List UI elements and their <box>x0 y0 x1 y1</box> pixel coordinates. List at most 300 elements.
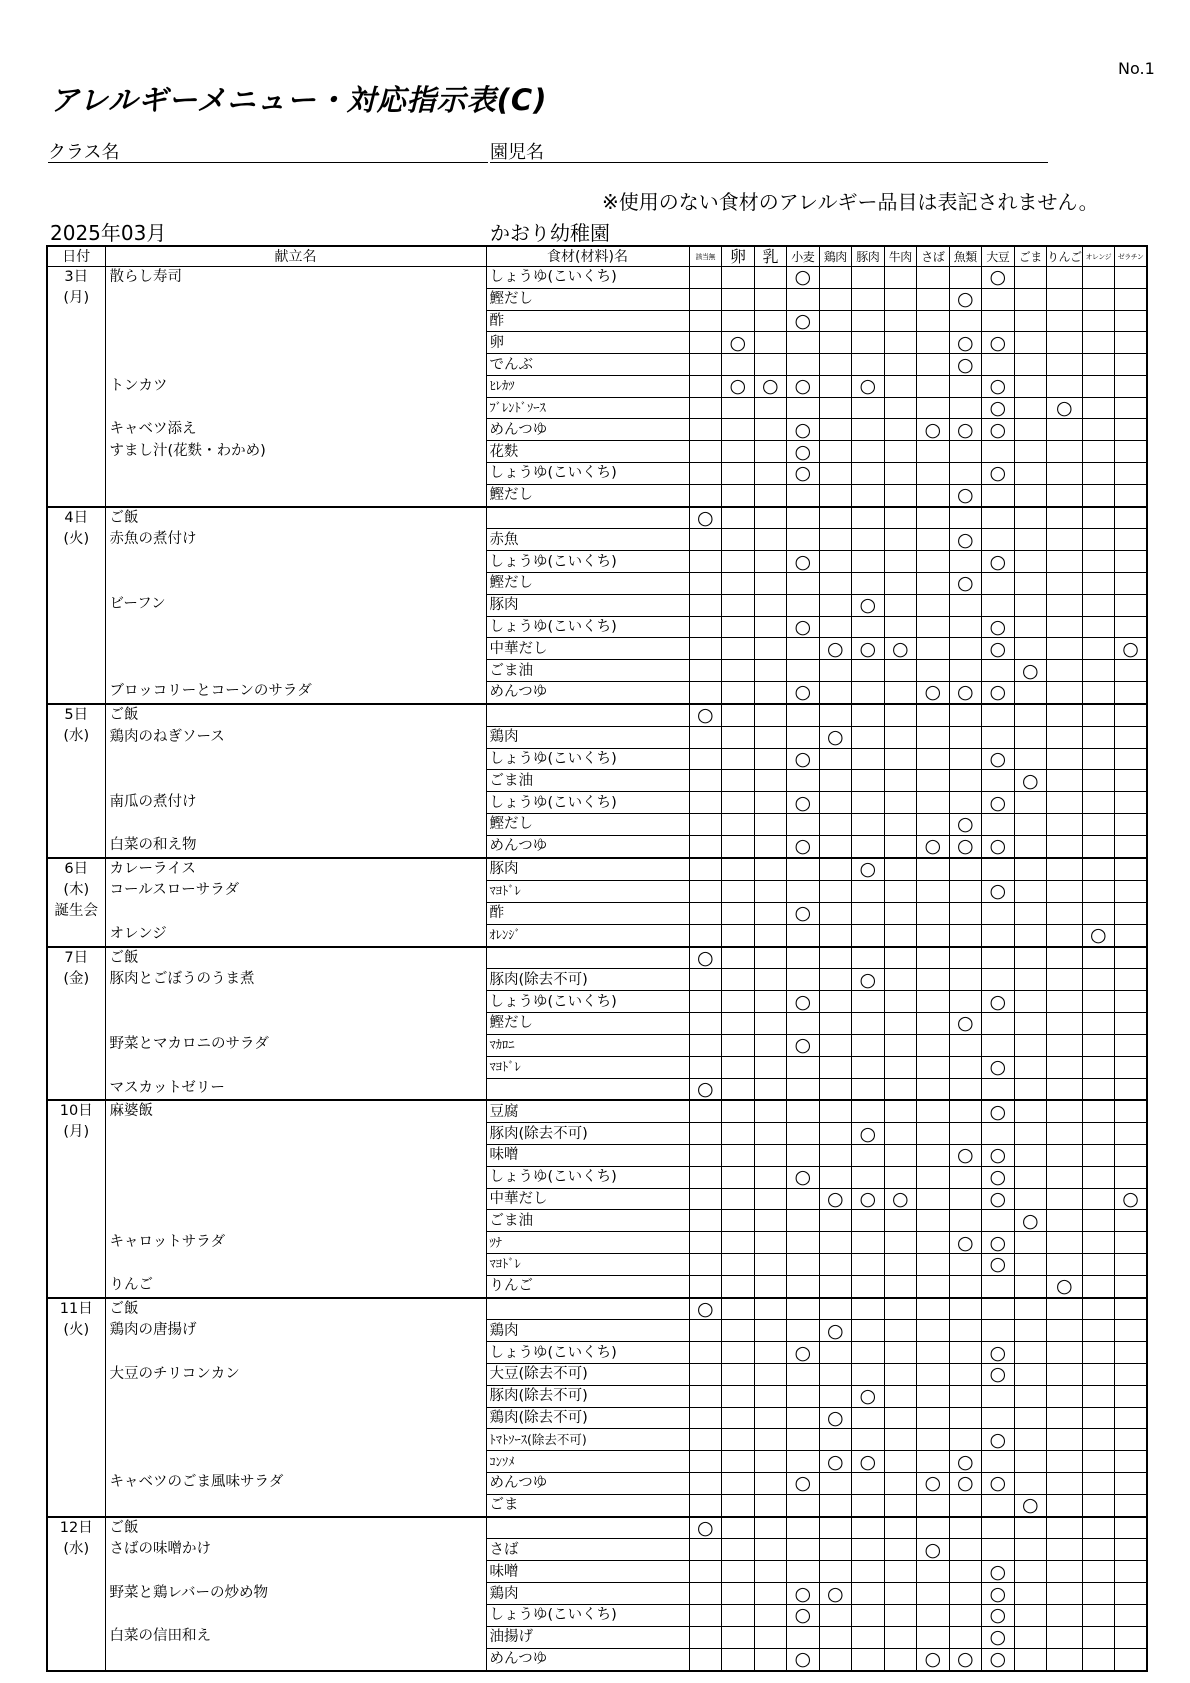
allergen-cell <box>917 1275 950 1297</box>
day-date: 4日 <box>64 509 89 526</box>
allergen-mark: ○ <box>956 528 974 551</box>
allergen-cell <box>852 1078 885 1100</box>
allergen-cell <box>917 991 950 1013</box>
allergen-cell <box>722 551 755 573</box>
allergen-mark: ○ <box>956 1648 974 1671</box>
allergen-cell <box>787 1210 820 1232</box>
allergen-cell <box>852 1100 885 1122</box>
allergen-cell <box>1014 947 1047 969</box>
allergen-cell <box>852 507 885 529</box>
allergen-cell <box>1014 792 1047 814</box>
allergen-cell <box>1047 1517 1083 1539</box>
allergen-cell <box>754 969 787 991</box>
ingredient-cell <box>486 704 689 726</box>
allergen-cell <box>787 1626 820 1648</box>
allergen-cell <box>1115 1188 1148 1210</box>
allergen-cell <box>949 969 982 991</box>
allergen-cell <box>689 551 722 573</box>
menu-name-text: 豚肉とごぼうのうま煮 <box>109 971 255 988</box>
allergen-cell <box>689 375 722 397</box>
allergen-cell <box>819 1013 852 1035</box>
allergen-cell <box>1014 529 1047 551</box>
menu-name-text: 鶏肉の唐揚げ <box>109 1322 197 1339</box>
allergen-mark: ○ <box>989 266 1007 289</box>
allergen-cell <box>1014 441 1047 463</box>
menu-name <box>110 835 486 857</box>
allergen-cell <box>884 924 917 946</box>
allergen-cell <box>949 1451 982 1473</box>
allergen-cell <box>1115 638 1148 660</box>
menu-name <box>110 441 486 506</box>
allergen-cell <box>787 507 820 529</box>
allergen-cell <box>819 288 852 310</box>
allergen-cell <box>819 682 852 704</box>
allergen-cell <box>982 858 1015 880</box>
allergen-cell <box>852 1342 885 1364</box>
menu-name <box>110 705 486 727</box>
allergen-cell <box>819 1604 852 1626</box>
menu-name-text: ブロッコリーとコーンのサラダ <box>109 683 312 700</box>
allergen-cell <box>1082 1056 1115 1078</box>
ingredient-cell: 花麩 <box>486 441 689 463</box>
ingredient-cell: 味噌 <box>486 1561 689 1583</box>
allergen-cell <box>917 682 950 704</box>
ingredient-cell: 酢 <box>486 902 689 924</box>
ingredient-cell: 赤魚 <box>486 529 689 551</box>
allergen-cell <box>722 858 755 880</box>
allergen-cell <box>754 419 787 441</box>
allergen-cell <box>689 1429 722 1451</box>
allergen-cell <box>1115 1429 1148 1451</box>
allergen-cell <box>1115 770 1148 792</box>
allergen-cell <box>982 704 1015 726</box>
allergen-cell <box>1115 397 1148 419</box>
header-day: 日付 <box>47 246 105 267</box>
allergen-cell <box>982 594 1015 616</box>
allergen-cell <box>884 1320 917 1342</box>
allergen-cell <box>917 463 950 485</box>
allergen-cell <box>819 1056 852 1078</box>
day-cell <box>47 267 105 507</box>
allergen-cell <box>884 1100 917 1122</box>
allergen-cell <box>884 310 917 332</box>
allergen-cell <box>1082 594 1115 616</box>
allergen-cell <box>949 1275 982 1297</box>
allergen-cell <box>689 1298 722 1320</box>
allergen-cell <box>1082 947 1115 969</box>
allergen-cell <box>949 704 982 726</box>
allergen-cell <box>787 594 820 616</box>
allergen-cell <box>1047 573 1083 595</box>
allergen-cell <box>754 1494 787 1516</box>
allergen-cell <box>754 616 787 638</box>
allergen-cell <box>982 1254 1015 1276</box>
allergen-cell <box>982 1648 1015 1670</box>
allergen-cell <box>982 1275 1015 1297</box>
document-title: アレルギーメニュー・対応指示表(C) <box>50 83 548 117</box>
allergen-cell <box>917 529 950 551</box>
allergen-cell <box>852 484 885 506</box>
allergen-cell <box>722 902 755 924</box>
allergen-mark: ○ <box>794 550 812 573</box>
allergen-cell <box>852 1472 885 1494</box>
allergen-cell <box>787 310 820 332</box>
allergen-cell <box>722 594 755 616</box>
allergen-cell <box>852 991 885 1013</box>
allergen-cell <box>722 1298 755 1320</box>
allergen-cell <box>884 573 917 595</box>
allergen-cell <box>982 354 1015 376</box>
allergen-cell <box>787 1188 820 1210</box>
ingredient-cell: ﾋﾚｶﾂ <box>486 375 689 397</box>
allergen-cell <box>949 463 982 485</box>
allergen-cell <box>1115 1056 1148 1078</box>
day-cell <box>47 947 105 1101</box>
table-header-row <box>47 246 1147 267</box>
allergen-cell <box>689 1078 722 1100</box>
allergen-cell <box>787 354 820 376</box>
ingredient-cell: ﾏﾖﾄﾞﾚ <box>486 880 689 902</box>
allergen-cell <box>689 397 722 419</box>
allergen-cell <box>852 1166 885 1188</box>
allergen-cell <box>1014 1100 1047 1122</box>
allergen-mark: ○ <box>989 1253 1007 1276</box>
allergen-cell <box>1082 1494 1115 1516</box>
allergen-cell <box>1047 594 1083 616</box>
allergen-cell <box>1014 1517 1047 1539</box>
allergen-cell <box>982 1472 1015 1494</box>
allergen-cell <box>819 1583 852 1605</box>
allergen-cell <box>852 354 885 376</box>
allergen-cell <box>722 1210 755 1232</box>
allergen-header: りんご <box>1047 246 1083 267</box>
allergen-cell <box>787 947 820 969</box>
month-label: 2025年03月 <box>50 221 167 245</box>
allergen-cell <box>754 375 787 397</box>
allergen-cell <box>689 858 722 880</box>
allergen-cell <box>949 507 982 529</box>
ingredient-cell: 中華だし <box>486 638 689 660</box>
allergen-mark: ○ <box>989 637 1007 660</box>
allergen-cell <box>917 354 950 376</box>
day-weekday: (木) <box>63 881 90 898</box>
allergen-cell <box>754 1210 787 1232</box>
allergen-mark: ○ <box>1021 659 1039 682</box>
allergen-cell <box>1082 704 1115 726</box>
allergen-cell <box>1115 1648 1148 1670</box>
allergen-header: 該当無 <box>689 246 722 267</box>
allergen-mark: ○ <box>989 616 1007 638</box>
allergen-cell <box>689 288 722 310</box>
allergen-mark: ○ <box>989 1428 1007 1451</box>
ingredient-cell: しょうゆ(こいくち) <box>486 1166 689 1188</box>
allergen-cell <box>1115 969 1148 991</box>
allergen-cell <box>1014 267 1047 289</box>
allergen-cell <box>689 1100 722 1122</box>
allergen-cell <box>787 880 820 902</box>
allergen-cell <box>1082 1210 1115 1232</box>
note-text: ※使用のない食材のアレルギー品目は表記されません。 <box>602 190 1099 214</box>
allergen-cell <box>1082 1145 1115 1167</box>
allergen-cell <box>1115 1342 1148 1364</box>
allergen-cell <box>787 419 820 441</box>
allergen-cell <box>917 1298 950 1320</box>
allergen-cell <box>722 1429 755 1451</box>
allergen-mark: ○ <box>859 1188 877 1210</box>
allergen-cell <box>917 660 950 682</box>
allergen-cell <box>1082 814 1115 836</box>
header-menu: 献立名 <box>105 246 486 267</box>
allergen-mark: ○ <box>924 835 942 858</box>
allergen-cell <box>884 397 917 419</box>
allergen-cell <box>1082 1298 1115 1320</box>
school-name: かおり幼稚園 <box>490 221 610 245</box>
allergen-cell <box>1014 638 1047 660</box>
allergen-cell <box>1047 529 1083 551</box>
menu-name <box>110 924 486 946</box>
allergen-cell <box>689 1145 722 1167</box>
day-weekday: (水) <box>63 727 90 744</box>
menu-name <box>110 1034 486 1077</box>
allergen-cell <box>949 814 982 836</box>
allergen-cell <box>852 1604 885 1626</box>
allergen-cell <box>884 1275 917 1297</box>
allergen-cell <box>1115 1451 1148 1473</box>
allergen-cell <box>917 397 950 419</box>
allergen-cell <box>1014 1078 1047 1100</box>
allergen-cell <box>787 1078 820 1100</box>
allergen-cell <box>1082 835 1115 857</box>
menu-name-text: さばの味噌かけ <box>109 1541 211 1558</box>
day-note: 誕生会 <box>54 902 98 919</box>
allergen-cell <box>1047 1188 1083 1210</box>
allergen-cell <box>917 748 950 770</box>
allergen-mark: ○ <box>924 1472 942 1495</box>
ingredient-cell: 豚肉 <box>486 594 689 616</box>
allergen-cell <box>1047 682 1083 704</box>
allergen-cell <box>689 726 722 748</box>
allergen-cell <box>1047 1254 1083 1276</box>
allergen-cell <box>689 969 722 991</box>
allergen-cell <box>982 484 1015 506</box>
allergen-cell <box>689 704 722 726</box>
allergen-cell <box>689 507 722 529</box>
allergen-cell <box>819 748 852 770</box>
allergen-mark: ○ <box>859 594 877 617</box>
ingredient-cell: 鰹だし <box>486 573 689 595</box>
menu-name <box>110 880 486 923</box>
allergen-cell <box>1115 1254 1148 1276</box>
allergen-mark: ○ <box>989 397 1007 419</box>
allergen-cell <box>1082 1626 1115 1648</box>
allergen-cell <box>1047 484 1083 506</box>
allergen-mark: ○ <box>761 375 779 398</box>
allergen-cell <box>1082 419 1115 441</box>
allergen-cell <box>1115 858 1148 880</box>
allergen-mark: ○ <box>794 902 812 925</box>
allergen-cell <box>1082 858 1115 880</box>
allergen-cell <box>1014 551 1047 573</box>
ingredient-cell: 豚肉(除去不可) <box>486 1385 689 1407</box>
allergen-cell <box>1082 969 1115 991</box>
allergen-cell <box>1082 551 1115 573</box>
allergen-cell <box>917 704 950 726</box>
allergen-mark: ○ <box>989 1100 1007 1123</box>
allergen-cell <box>1082 748 1115 770</box>
allergen-cell <box>852 947 885 969</box>
allergen-cell <box>982 770 1015 792</box>
allergen-cell <box>852 1275 885 1297</box>
menu-name-text: すまし汁(花麩・わかめ) <box>109 442 266 459</box>
allergen-mark: ○ <box>1021 1494 1039 1517</box>
allergen-cell <box>722 1648 755 1670</box>
day-weekday: (月) <box>63 290 90 306</box>
menu-name <box>110 948 486 970</box>
allergen-cell <box>754 1385 787 1407</box>
allergen-cell <box>852 924 885 946</box>
allergen-mark: ○ <box>794 1166 812 1189</box>
allergen-header: 豚肉 <box>852 246 885 267</box>
allergen-cell <box>754 1123 787 1145</box>
allergen-cell <box>884 267 917 289</box>
allergen-cell <box>884 1342 917 1364</box>
allergen-cell <box>852 726 885 748</box>
allergen-cell <box>722 616 755 638</box>
allergen-mark: ○ <box>924 681 942 704</box>
allergen-cell <box>852 267 885 289</box>
ingredient-cell: 鶏肉 <box>486 726 689 748</box>
allergen-cell <box>689 1472 722 1494</box>
allergen-cell <box>884 1604 917 1626</box>
allergen-cell <box>689 770 722 792</box>
allergen-cell <box>722 660 755 682</box>
allergen-cell <box>884 1539 917 1561</box>
allergen-cell <box>982 792 1015 814</box>
allergen-cell <box>982 1078 1015 1100</box>
allergen-cell <box>1047 1078 1083 1100</box>
allergen-cell <box>754 748 787 770</box>
allergen-cell <box>884 947 917 969</box>
allergen-cell <box>1047 1275 1083 1297</box>
allergen-mark: ○ <box>1021 1209 1039 1232</box>
allergen-cell <box>1082 991 1115 1013</box>
allergen-mark: ○ <box>1021 769 1039 792</box>
allergen-cell <box>819 1298 852 1320</box>
allergen-mark: ○ <box>989 990 1007 1013</box>
allergen-mark: ○ <box>989 418 1007 441</box>
allergen-cell <box>754 1342 787 1364</box>
allergen-cell <box>982 288 1015 310</box>
allergen-cell <box>852 1385 885 1407</box>
allergen-mark: ○ <box>859 637 877 660</box>
menu-name <box>110 1320 486 1363</box>
allergen-cell <box>1014 1429 1047 1451</box>
ingredient-cell: 大豆(除去不可) <box>486 1364 689 1386</box>
table-row <box>47 1517 1147 1539</box>
allergen-cell <box>819 1517 852 1539</box>
allergen-cell <box>787 551 820 573</box>
allergen-cell <box>949 310 982 332</box>
allergen-cell <box>949 947 982 969</box>
allergen-cell <box>1014 484 1047 506</box>
allergen-cell <box>1082 507 1115 529</box>
allergen-mark: ○ <box>989 462 1007 485</box>
allergen-cell <box>949 682 982 704</box>
allergen-cell <box>819 375 852 397</box>
allergen-cell <box>689 441 722 463</box>
allergen-cell <box>1014 332 1047 354</box>
allergen-cell <box>689 947 722 969</box>
allergen-cell <box>689 1210 722 1232</box>
allergen-cell <box>852 902 885 924</box>
allergen-cell <box>1014 1145 1047 1167</box>
allergen-cell <box>787 616 820 638</box>
allergen-cell <box>819 1472 852 1494</box>
allergen-cell <box>787 704 820 726</box>
allergen-cell <box>917 1078 950 1100</box>
allergen-cell <box>1047 397 1083 419</box>
allergen-cell <box>949 354 982 376</box>
menu-name-text: ご飯 <box>109 949 139 966</box>
allergen-cell <box>689 1539 722 1561</box>
allergen-cell <box>917 969 950 991</box>
allergen-cell <box>689 1494 722 1516</box>
allergen-cell <box>819 1364 852 1386</box>
day-weekday: (火) <box>63 1321 90 1338</box>
allergen-cell <box>722 1188 755 1210</box>
ingredient-cell <box>486 1298 689 1320</box>
allergen-cell <box>1047 638 1083 660</box>
allergen-cell <box>689 1034 722 1056</box>
allergen-cell <box>852 397 885 419</box>
allergen-cell <box>1014 1320 1047 1342</box>
table-row <box>47 1100 1147 1122</box>
allergen-cell <box>852 551 885 573</box>
allergen-cell <box>819 792 852 814</box>
allergen-cell <box>1082 792 1115 814</box>
allergen-cell <box>787 1539 820 1561</box>
allergen-mark: ○ <box>794 1034 812 1057</box>
allergen-cell <box>689 1056 722 1078</box>
allergen-cell <box>787 1166 820 1188</box>
menu-name <box>110 1101 486 1231</box>
allergen-cell <box>787 288 820 310</box>
allergen-cell <box>1047 858 1083 880</box>
allergen-cell <box>917 1342 950 1364</box>
allergen-cell <box>982 835 1015 857</box>
allergen-mark: ○ <box>794 418 812 441</box>
allergen-mark: ○ <box>956 418 974 441</box>
allergen-mark: ○ <box>956 681 974 704</box>
allergen-cell <box>1047 419 1083 441</box>
allergen-mark: ○ <box>989 1056 1007 1079</box>
ingredient-cell: 鶏肉 <box>486 1320 689 1342</box>
allergen-cell <box>1082 638 1115 660</box>
allergen-mark: ○ <box>989 1166 1007 1189</box>
allergen-cell <box>754 638 787 660</box>
table-body <box>47 267 1147 1671</box>
allergen-cell <box>884 1034 917 1056</box>
allergen-cell <box>949 288 982 310</box>
allergen-cell <box>689 1648 722 1670</box>
allergen-cell <box>819 484 852 506</box>
allergen-cell <box>852 1561 885 1583</box>
allergen-cell <box>982 924 1015 946</box>
allergen-cell <box>819 332 852 354</box>
allergen-cell <box>917 770 950 792</box>
allergen-cell <box>754 1254 787 1276</box>
allergy-table <box>46 245 1148 1672</box>
